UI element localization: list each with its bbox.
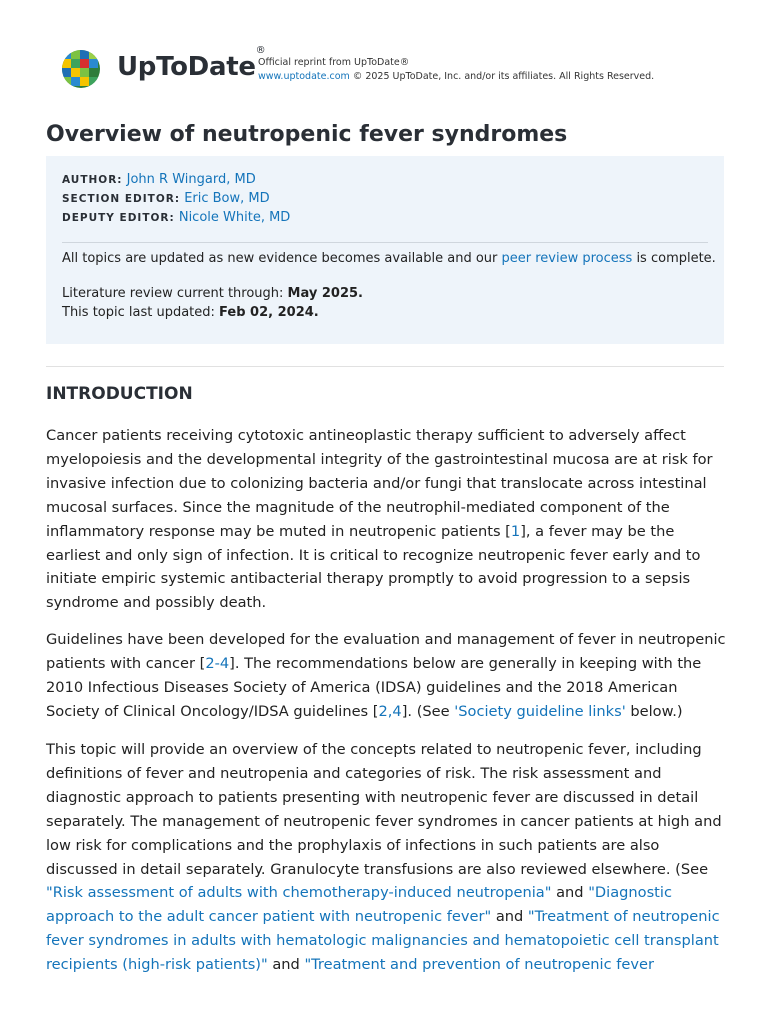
deputy-editor-label: DEPUTY EDITOR: — [62, 212, 175, 224]
reference-link[interactable]: 2-4 — [205, 654, 230, 672]
intro-paragraph-1: Cancer patients receiving cytotoxic antineoplastic therapy sufficient to adversely affect myelopoiesis and the developmental integrity of the gastrointestinal mucosa are at risk for invasive infection due to colonizing bacteria and/or fungi that translocate across intestinal mucosal surfaces. Since the magnitude of the neutrophil-mediated component of the inflammatory response may be muted in neutropenic patients [1], a fever may be the earliest and only sign of infection. It is critical to recognize neutropenic fever early and to initiate empiric systemic antibacterial therapy promptly to avoid progression to a sepsis syndrome and possibly death. — [46, 427, 713, 612]
page-title: Overview of neutropenic fever syndromes — [46, 122, 568, 147]
registered-mark: ® — [255, 45, 266, 57]
reference-link[interactable]: 2,4 — [378, 702, 402, 720]
info-divider — [62, 242, 708, 243]
intro-paragraph-2: Guidelines have been developed for the evaluation and management of fever in neutropenic patients with cancer [2-4]. The recommendations below are generally in keeping with the 2010 Infectious Diseases Society of America (IDSA) guidelines and the 2018 American Society of Clinical Oncology/IDSA guidelines [2,4]. (See 'Society guideline links' below.) — [46, 631, 726, 720]
intro-paragraph-3: This topic will provide an overview of the concepts related to neutropenic fever, including definitions of fever and neutropenia and categories of risk. The risk assessment and diagnostic approach to patients presenting with neutropenic fever are discussed in detail separately. The management of neutropenic fever syndromes in cancer patients at high and low risk for complications and the prophylaxis of infections in such patients are also discussed in detail separately. Granulocyte transfusions are also reviewed elsewhere. (See "Risk assessment of adults with chemotherapy-induced neutropenia" and "Diagnostic approach to the adult cancer patient with neutropenic fever" and "Treatment of neutropenic fever syndromes in adults with hematologic malignancies and hematopoietic cell transplant recipients (high-risk patients)" and "Treatment and prevention of neutropenic fever — [46, 741, 722, 974]
section-editor-link[interactable]: Eric Bow, MD — [184, 191, 270, 206]
author-row — [62, 172, 256, 191]
section-heading-introduction: INTRODUCTION — [46, 384, 193, 404]
last-updated-date: This topic last updated: Feb 02, 2024. — [62, 305, 319, 320]
deputy-editor-link[interactable]: Nicole White, MD — [178, 210, 291, 225]
update-notice: All topics are updated as new evidence becomes available and our peer review process is complete. — [62, 251, 716, 266]
uptodate-logo-icon[interactable] — [60, 48, 102, 90]
site-link[interactable]: www.uptodate.com — [258, 71, 350, 82]
copyright-text: © 2025 UpToDate, Inc. and/or its affiliates. All Rights Reserved. — [352, 71, 655, 82]
section-editor-label: SECTION EDITOR: — [62, 193, 181, 205]
section-editor-row — [62, 191, 270, 210]
brand-name: UpToDate® — [117, 45, 266, 82]
author-label: AUTHOR: — [62, 174, 123, 186]
topic-link-treatment-prevention[interactable]: "Treatment and prevention of neutropenic fever — [304, 956, 654, 974]
section-divider — [46, 366, 724, 367]
header — [60, 45, 720, 92]
topic-link-risk-assessment[interactable]: "Risk assessment of adults with chemotherapy-induced neutropenia" — [46, 884, 552, 902]
deputy-editor-row — [62, 210, 290, 229]
reprint-notice — [258, 56, 654, 84]
reference-link[interactable]: 1 — [510, 522, 521, 540]
topic-link-treatment-high-risk[interactable]: "Treatment of neutropenic fever syndromes in adults with hematologic malignancies and hematopoietic cell transplant recipients (high-risk patients)" — [46, 908, 720, 974]
literature-review-date: Literature review current through: May 2025. — [62, 286, 363, 301]
topic-link-diagnostic-approach[interactable]: "Diagnostic approach to the adult cancer patient with neutropenic fever" — [46, 884, 672, 926]
topic-info-box — [46, 156, 724, 344]
author-link[interactable]: John R Wingard, MD — [126, 172, 256, 187]
peer-review-link[interactable]: peer review process — [501, 251, 633, 266]
society-guideline-link[interactable]: 'Society guideline links' — [454, 702, 626, 720]
reprint-line: Official reprint from UpToDate® — [258, 57, 410, 68]
